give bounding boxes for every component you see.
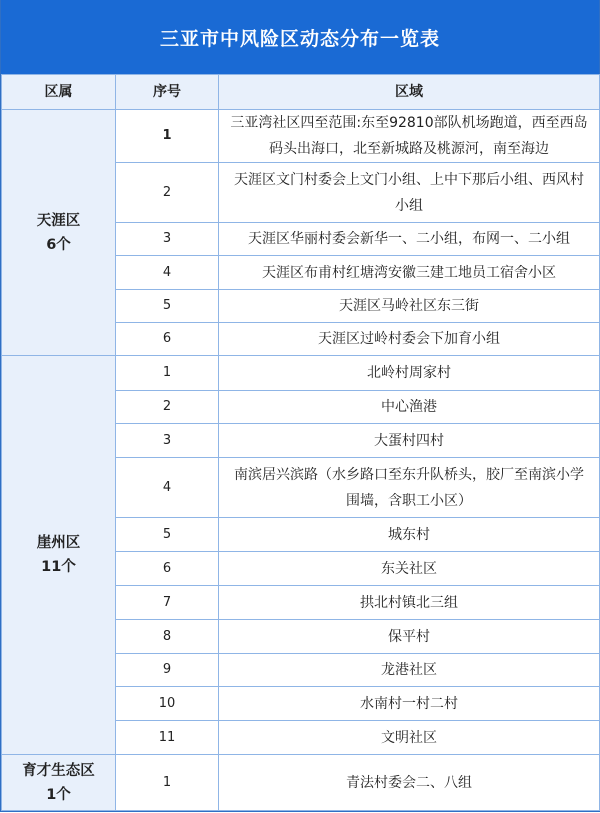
table-row (2, 110, 600, 163)
row-area: 天涯区过岭村委会下加育小组 (219, 323, 600, 356)
row-index: 4 (116, 458, 219, 518)
header-row (2, 75, 600, 110)
header-index: 序号 (116, 75, 219, 110)
row-index: 2 (116, 163, 219, 223)
row-index: 3 (116, 223, 219, 256)
district-count: 6个 (46, 236, 71, 253)
district-cell (2, 755, 116, 811)
row-index: 4 (116, 256, 219, 290)
row-index: 5 (116, 518, 219, 552)
district-cell (2, 110, 116, 356)
row-area: 天涯区华丽村委会新华一、二小组，布网一、二小组 (219, 223, 600, 256)
row-area: 天涯区布甫村红塘湾安徽三建工地员工宿舍小区 (219, 256, 600, 290)
row-index: 1 (116, 110, 219, 163)
row-index: 1 (116, 755, 219, 811)
row-index: 2 (116, 391, 219, 424)
row-area: 东关社区 (219, 552, 600, 586)
district-name: 天涯区 (36, 212, 81, 229)
row-area: 北岭村周家村 (219, 356, 600, 391)
table-row (2, 356, 600, 391)
header-area: 区域 (219, 75, 600, 110)
header-district: 区属 (2, 75, 116, 110)
row-area: 青法村委会二、八组 (219, 755, 600, 811)
district-name: 育才生态区 (22, 762, 95, 779)
district-name: 崖州区 (36, 535, 81, 551)
row-area: 文明社区 (219, 721, 600, 755)
row-area: 中心渔港 (219, 391, 600, 424)
table-title: 三亚市中风险区动态分布一览表 (1, 0, 599, 74)
row-area: 拱北村镇北三组 (219, 586, 600, 620)
risk-area-table (1, 74, 600, 811)
row-index: 11 (116, 721, 219, 755)
row-area: 三亚湾社区四至范围:东至92810部队机场跑道，西至西岛码头出海口，北至新城路及桃源河，南至海边 (219, 110, 600, 163)
row-area: 大蛋村四村 (219, 424, 600, 458)
row-index: 8 (116, 620, 219, 654)
row-index: 1 (116, 356, 219, 391)
row-index: 9 (116, 654, 219, 687)
row-index: 10 (116, 687, 219, 721)
row-area: 水南村一村二村 (219, 687, 600, 721)
row-area: 城东村 (219, 518, 600, 552)
row-area: 南滨居兴滨路（水乡路口至东升队桥头，胶厂至南滨小学围墙，含职工小区） (219, 458, 600, 518)
table-row (2, 755, 600, 811)
row-index: 3 (116, 424, 219, 458)
district-count: 1个 (46, 786, 71, 803)
row-index: 5 (116, 290, 219, 323)
row-index: 7 (116, 586, 219, 620)
row-area: 龙港社区 (219, 654, 600, 687)
row-index: 6 (116, 552, 219, 586)
row-area: 天涯区马岭社区东三街 (219, 290, 600, 323)
district-count: 11个 (41, 559, 76, 575)
district-cell (2, 356, 116, 755)
row-area: 天涯区文门村委会上文门小组、上中下那后小组、西风村小组 (219, 163, 600, 223)
row-index: 6 (116, 323, 219, 356)
row-area: 保平村 (219, 620, 600, 654)
